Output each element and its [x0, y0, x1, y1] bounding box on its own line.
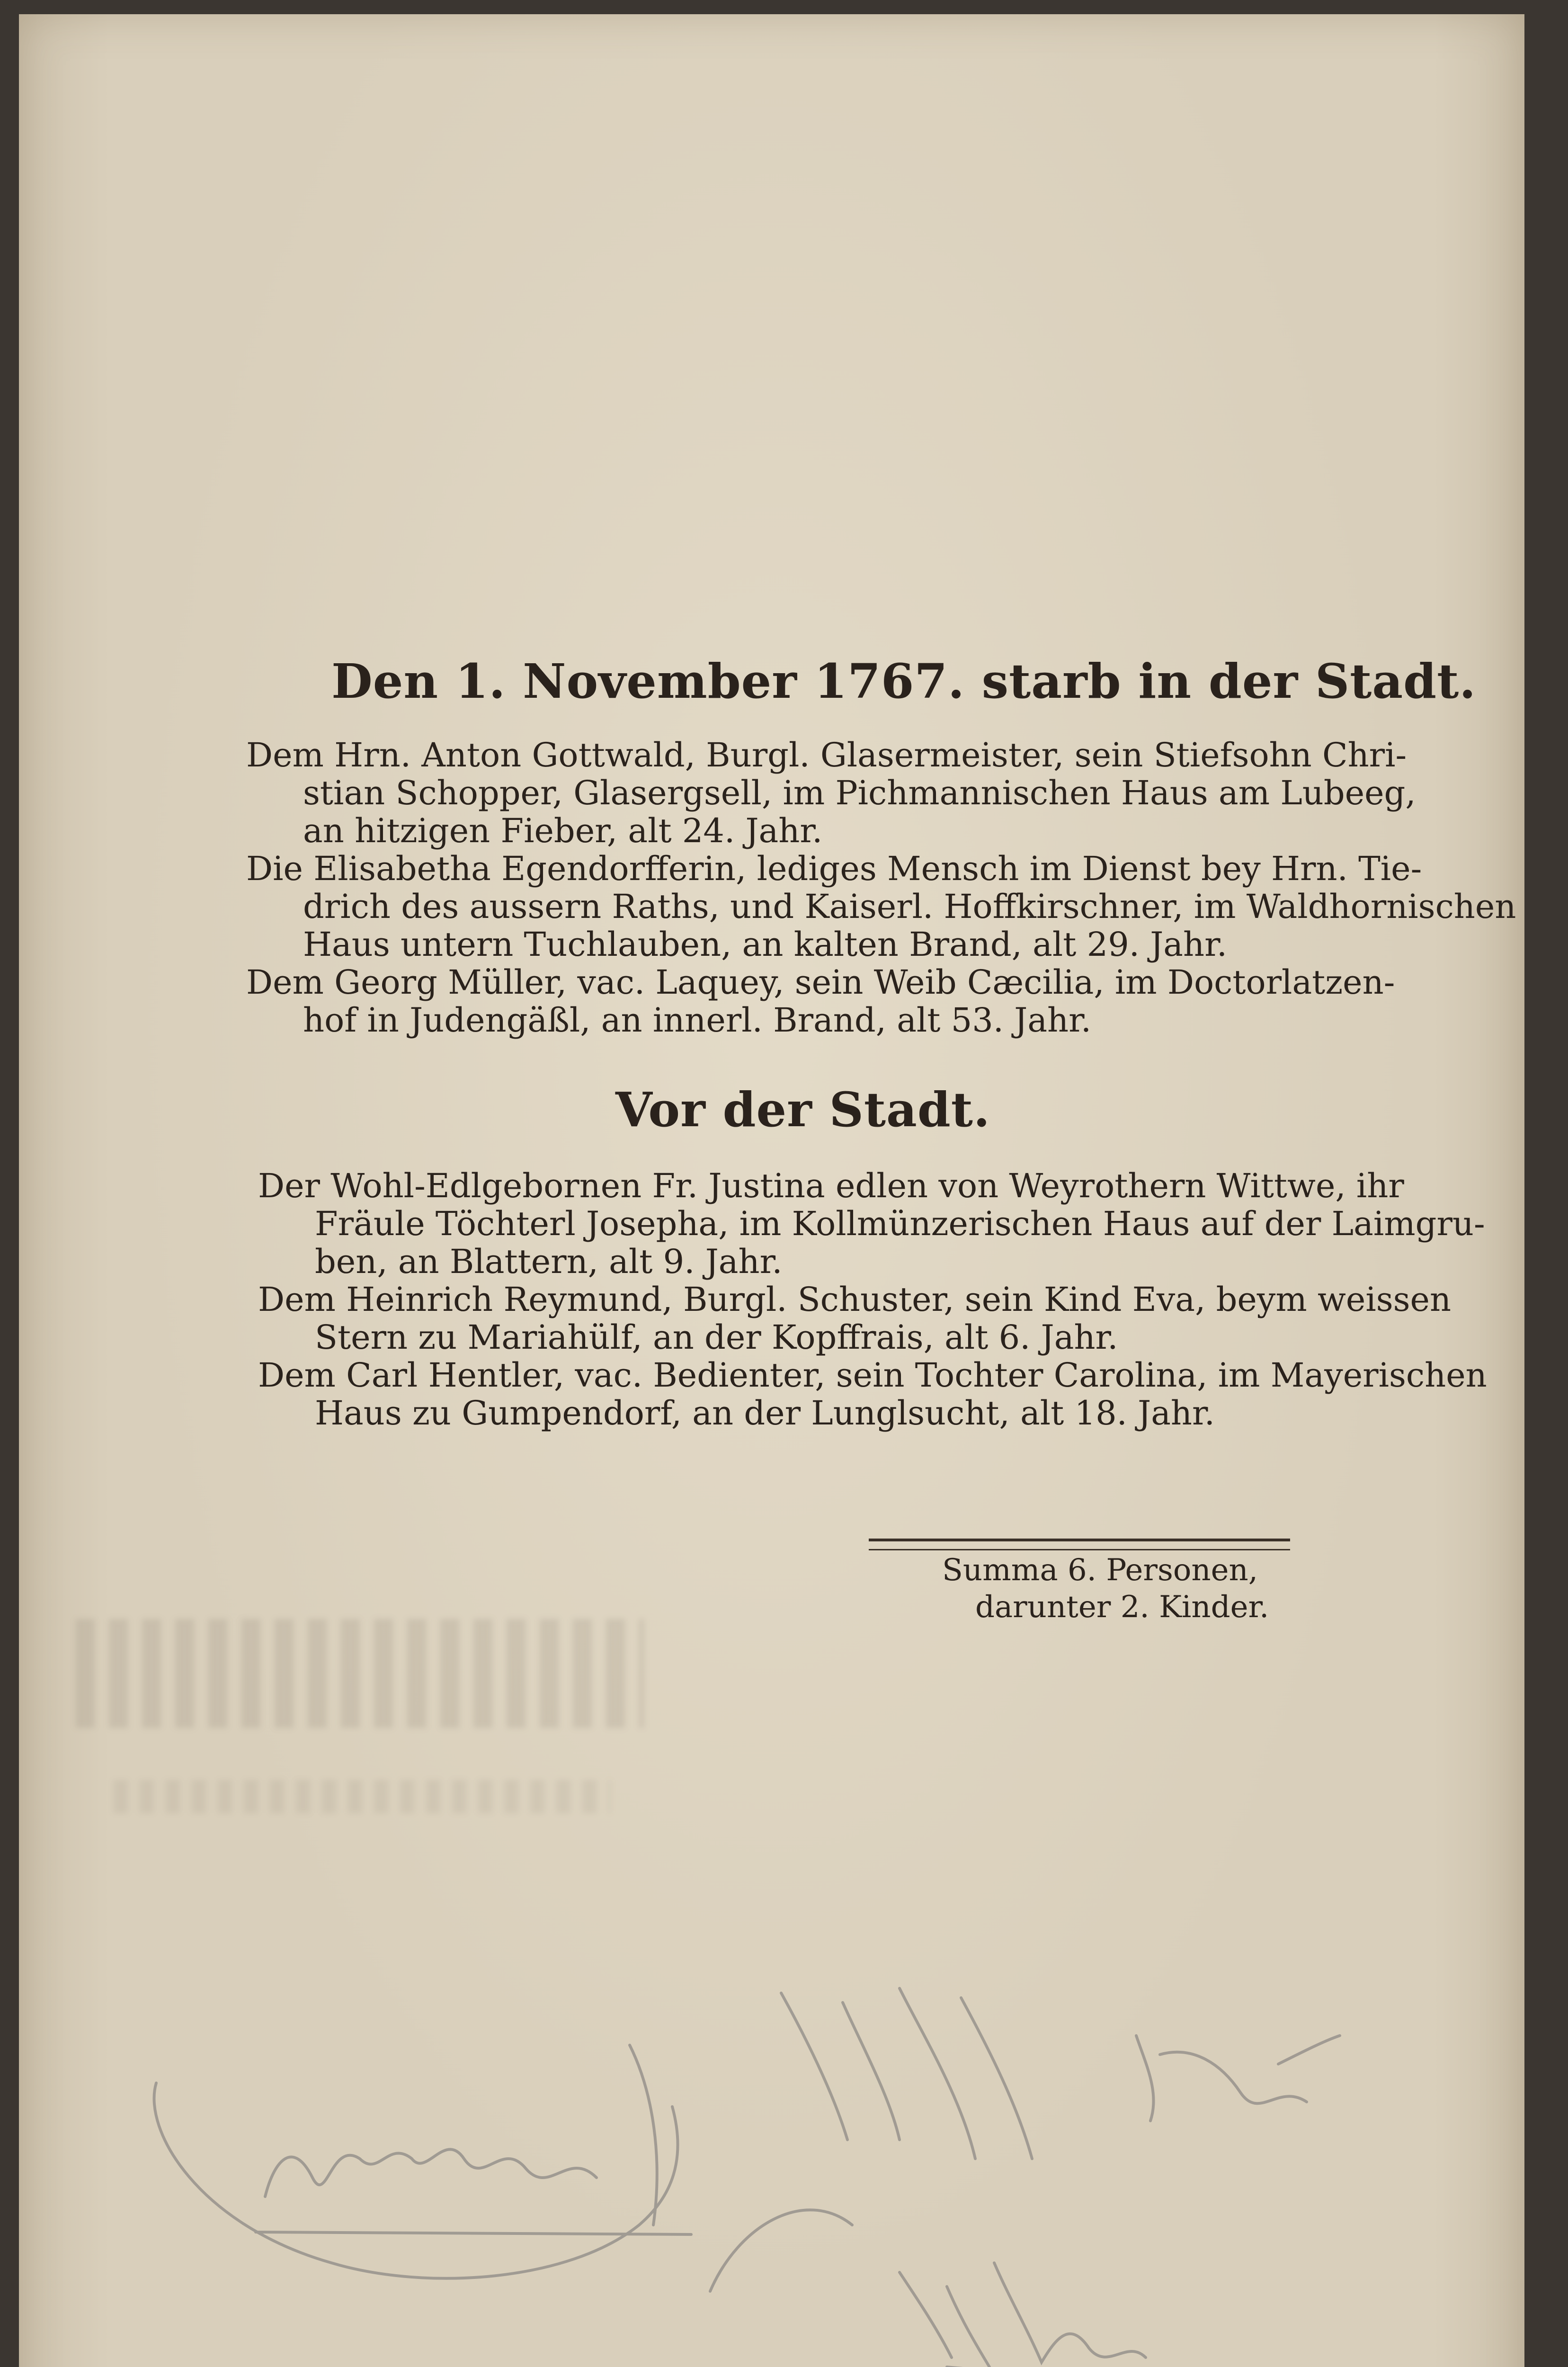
signature-stroke [1136, 2036, 1340, 2121]
entry-line: Dem Hrn. Anton Gottwald, Burgl. Glasermeister, sein Stiefsohn Chri- [246, 736, 1407, 774]
entry-line: Die Elisabetha Egendorfferin, lediges Mensch im Dienst bey Hrn. Tie- [246, 849, 1422, 888]
entry-line: Haus untern Tuchlauben, an kalten Brand, alt 29. Jahr. [303, 925, 1228, 964]
signature-stroke [781, 1988, 1032, 2159]
entry-line: Dem Georg Müller, vac. Laquey, sein Weib Cæcilia, im Doctorlatzen- [246, 963, 1395, 1002]
heading-city: Den 1. November 1767. starb in der Stadt. [331, 653, 1477, 709]
entry-line: Stern zu Mariahülf, an der Kopffrais, alt 6. Jahr. [315, 1318, 1118, 1357]
entry-line: Haus zu Gumpendorf, an der Lunglsucht, alt 18. Jahr. [315, 1394, 1215, 1433]
entry-line: an hitzigen Fieber, alt 24. Jahr. [303, 811, 823, 850]
signature-stroke [256, 2232, 691, 2234]
entry-line: ben, an Blattern, alt 9. Jahr. [315, 1242, 783, 1281]
entry-line: Der Wohl-Edlgebornen Fr. Justina edlen von Weyrothern Wittwe, ihr [258, 1166, 1404, 1205]
total-children: darunter 2. Kinder. [975, 1590, 1269, 1625]
entry-line: stian Schopper, Glasergsell, im Pichmannischen Haus am Lubeeg, [303, 774, 1416, 812]
signature-stroke [710, 2210, 852, 2291]
entry-line: drich des aussern Raths, und Kaiserl. Hoffkirschner, im Waldhornischen [303, 887, 1516, 926]
signature-stroke [900, 2263, 1146, 2367]
signature-stroke [265, 2149, 597, 2197]
signature-stroke [630, 2045, 657, 2225]
total-persons: Summa 6. Personen, [942, 1553, 1258, 1588]
entry-line: Dem Carl Hentler, vac. Bedienter, sein Tochter Carolina, im Mayerischen [258, 1356, 1487, 1395]
heading-suburb: Vor der Stadt. [615, 1082, 990, 1138]
entry-line: Fräule Töchterl Josepha, im Kollmünzerischen Haus auf der Laimgru- [315, 1204, 1485, 1243]
signature-stroke [154, 2083, 678, 2278]
entry-line: hof in Judengäßl, an innerl. Brand, alt 53. Jahr. [303, 1001, 1092, 1040]
entry-line: Dem Heinrich Reymund, Burgl. Schuster, sein Kind Eva, beym weissen [258, 1280, 1452, 1319]
